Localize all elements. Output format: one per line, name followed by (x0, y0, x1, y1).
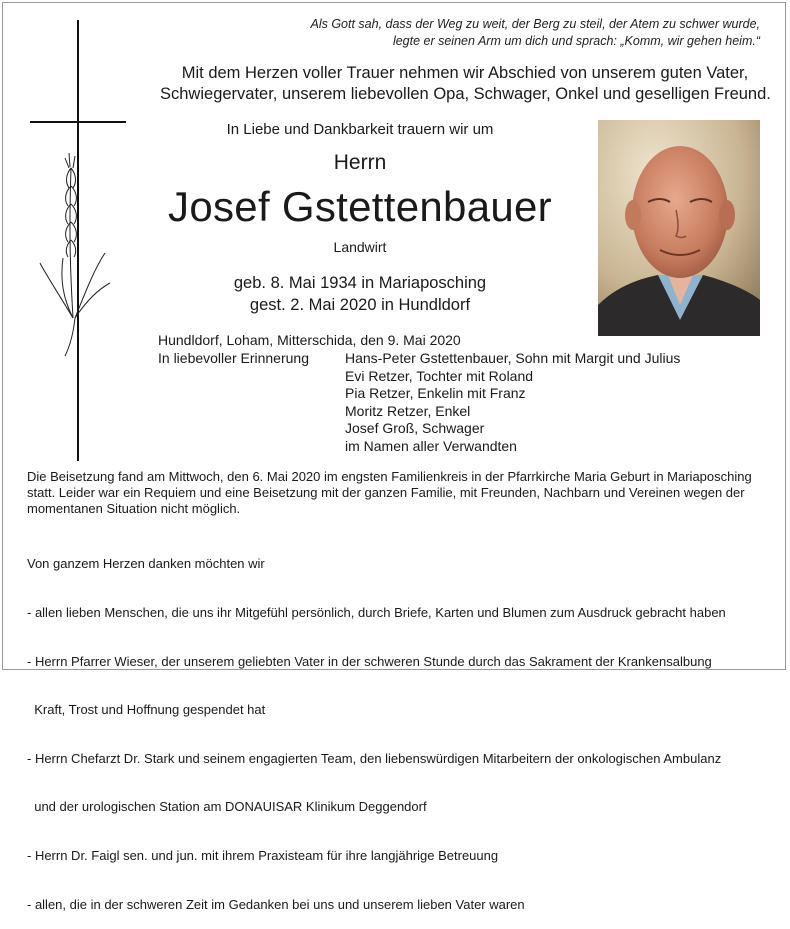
thanks-line: - allen, die in der schweren Zeit im Gedanken bei uns und unserem lieben Vater waren (27, 896, 525, 912)
salutation: Herrn (333, 151, 387, 174)
family-member: Pia Retzer, Enkelin mit Franz (345, 385, 526, 401)
family-list (345, 350, 680, 455)
notice-line: momentanen Situation nicht möglich. (27, 501, 241, 517)
place-date: Hundldorf, Loham, Mitterschida, den 9. Mai 2020 (158, 332, 461, 348)
family-member: Evi Retzer, Tochter mit Roland (345, 367, 534, 384)
family-member: im Namen aller Verwandten (345, 437, 517, 454)
burial-notice (27, 469, 752, 518)
thanks-line: - Herrn Dr. Faigl sen. und jun. mit ihrem Praxisteam für ihre langjährige Betreuung (27, 848, 499, 864)
thanks-line: - Herrn Chefarzt Dr. Stark und seinem engagierten Team, den liebenswürdigen Mitarbeitern der onkologischen Ambulanz (27, 750, 722, 766)
death-info: gest. 2. Mai 2020 in Hundldorf (249, 296, 471, 314)
quote-line-2: legte er seinen Arm um dich und sprach: „Komm, wir gehen heim.“ (392, 34, 760, 48)
cross-wheat-icon (25, 18, 135, 463)
thanks-section (27, 524, 726, 929)
family-member: Josef Groß, Schwager (345, 420, 485, 436)
notice-line: statt. Leider war ein Requiem und eine Beisetzung mit der ganzen Familie, mit Freunden, Nachbarn und Vereinen wegen der (27, 485, 745, 501)
quote-line-1: Als Gott sah, dass der Weg zu weit, der Berg zu steil, der Atem zu schwer wurde, (310, 17, 760, 31)
thanks-line: Kraft, Trost und Hoffnung gespendet hat (27, 702, 266, 718)
thanks-line: - Herrn Pfarrer Wieser, der unserem geliebten Vater in der schweren Stunde durch das Sakrament der Krankensalbung (27, 653, 712, 669)
birth-info: geb. 8. Mai 1934 in Mariaposching (233, 274, 487, 292)
intro-line-2: Schwiegervater, unserem liebevollen Opa, Schwager, Onkel und geselligen Freund. (160, 85, 771, 103)
remembrance-label: In liebevoller Erinnerung (158, 350, 309, 366)
thanks-line: - allen lieben Menschen, die uns ihr Mitgefühl persönlich, durch Briefe, Karten und Blumen zum Ausdruck gebracht haben (27, 605, 726, 621)
thanks-line: Von ganzem Herzen danken möchten wir (27, 556, 265, 572)
occupation: Landwirt (333, 239, 387, 255)
thanks-line: und der urologischen Station am DONAUISAR Klinikum Deggendorf (27, 799, 427, 815)
family-member: Hans-Peter Gstettenbauer, Sohn mit Margit und Julius (345, 350, 681, 366)
deceased-name: Josef Gstettenbauer (168, 183, 552, 230)
intro-line-1: Mit dem Herzen voller Trauer nehmen wir Abschied von unserem guten Vater, (181, 64, 749, 82)
mourning-line: In Liebe und Dankbarkeit trauern wir um (226, 121, 494, 138)
family-member: Moritz Retzer, Enkel (345, 402, 471, 419)
portrait-photo (598, 120, 760, 336)
notice-line: Die Beisetzung fand am Mittwoch, den 6. Mai 2020 im engsten Familienkreis in der Pfarrkirche Maria Geburt in Mariaposching (27, 469, 752, 484)
